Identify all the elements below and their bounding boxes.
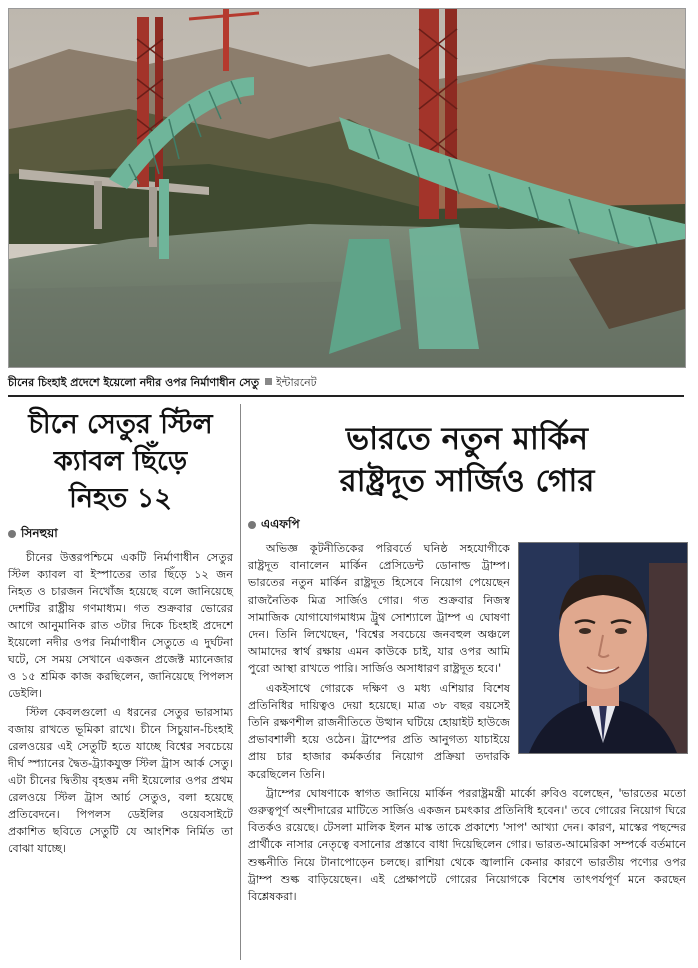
- bridge-photo: [8, 8, 686, 368]
- left-paragraph-2: স্টিল কেবলগুলো এ ধরনের সেতুর ভারসাম্য বজায় রাখতে ভূমিকা রাখে। চীনে সিচুয়ান-চিংহাই রেলওয়ের এই সেতুটি হতে যাচ্ছে বিশ্বের সবচেয়ে দীর্ঘ স্প্যানের দ্বৈত-ট্র্যাকযুক্ত স্টিল ট্রাস আর্ক সেতু। এটা চীনের দ্বিতীয় বৃহত্তম নদী ইয়েলোর ওপর প্রথম রেলওয়ে স্টিল ট্রাস আর্চ সেতুও, বলা হয়েছে প্রতিবেদনে। পিপলস ডেইলির ওয়েবসাইটে প্রকাশিত ছবিতে সেতুটি যে আংশিক নির্মিত তা বোঝা যাচ্ছে।: [8, 706, 233, 855]
- left-headline-line3: নিহত ১২: [69, 483, 172, 514]
- right-source: [248, 516, 686, 536]
- left-headline: [8, 406, 233, 517]
- left-article: [8, 404, 233, 964]
- bullet-icon: [248, 521, 256, 529]
- column-divider: [240, 404, 241, 960]
- right-paragraph-1-text: অভিজ্ঞ কূটনীতিকের পরিবর্তে ঘনিষ্ঠ সহযোগীকে রাষ্ট্রদূত বানালেন মার্কিন প্রেসিডেন্ট ডোনাল্ড ট্রাম্প। ভারতের নতুন মার্কিন রাষ্ট্রদূত হিসেবে নিয়োগ পেয়েছেন রাজনৈতিক মিত্র সার্জিও গোর। গত শুক্রবার নিজস্ব সামাজিক যোগাযোগমাধ্যম ট্রুথ সোশ্যালে ট্রাম্প এ ঘোষণা দেন। তিনি লিখেছেন, 'বিশ্বের সবচেয়ে জনবহুল অঞ্চলে আমাদের স্বার্থ রক্ষায় এমন কাউকে চাই, যার ওপর আমি পুরো আস্থা রাখতে পারি। সার্জিও অসাধারণ রাষ্ট্রদূত হবে।': [248, 542, 510, 676]
- bullet-icon: [8, 530, 16, 538]
- photo-caption: [8, 374, 684, 392]
- right-paragraph-2: একইসাথে গোরকে দক্ষিণ ও মধ্য এশিয়ার বিশেষ প্রতিনিধির দায়িত্বও দেয়া হয়েছে। মাত্র ৩৮ বছর বয়সেই তিনি রক্ষণশীল রাজনীতিতে উত্থান ঘটিয়ে হোয়াইট হাউজে প্রভাবশালী হয়ে ওঠেন। ট্রাম্পের প্রতি আনুগত্য যাচাইয়ে প্রায় চার হাজার কর্মকর্তার নিয়োগ প্রক্রিয়া তদারকি করেছিলেন তিনি।: [248, 681, 510, 781]
- left-headline-line1: চীনে সেতুর স্টিল: [28, 409, 213, 440]
- left-headline-line2: ক্যাবল ছিঁড়ে: [53, 446, 188, 477]
- square-bullet-icon: [265, 378, 272, 385]
- right-headline-line2: রাষ্ট্রদূত সার্জিও গোর: [339, 463, 595, 499]
- divider-rule: [8, 395, 684, 397]
- right-paragraph-3: ট্রাম্পের ঘোষণাকে স্বাগত জানিয়ে মার্কিন পররাষ্ট্রমন্ত্রী মার্কো রুবিও বলেছেন, 'ভারতের মতো গুরুত্বপূর্ণ অংশীদারের মাটিতে সার্জিও একজন চমৎকার প্রতিনিধি হবেন।' তবে গোরের নিয়োগ ঘিরে বিতর্কও রয়েছে। টেসলা মালিক ইলন মাস্ক তাকে প্রকাশ্যে 'সাপ' আখ্যা দেন। কারণ, মাস্কের পছন্দের প্রার্থীকে নাসার নেতৃত্বে বসানোর প্রস্তাবে বাধা দিয়েছিলেন গোর। ভারত-আমেরিকা সম্পর্কে বর্তমানে শুল্কনীতি নিয়ে টানাপোড়েন চলছে। রাশিয়া থেকে জ্বালানি কেনার কারণে ভারতীয় পণ্যের ওপর ট্রাম্প শুল্ক বাড়িয়েছেন। এই প্রেক্ষাপটে গোরের নিয়োগকে বিশেষ তাৎপর্যপূর্ণ মনে করছেন বিশ্লেষকরা।: [248, 786, 686, 904]
- portrait-photo: [518, 542, 688, 754]
- left-body: [8, 549, 233, 857]
- photo-credit: ইন্টারনেট: [276, 376, 317, 389]
- caption-text: চীনের চিংহাই প্রদেশে ইয়েলো নদীর ওপর নির্মাণাধীন সেতু: [8, 376, 260, 389]
- right-headline: [248, 418, 686, 502]
- left-paragraph-1: চীনের উত্তরপশ্চিমে একটি নির্মাণাধীন সেতুর স্টিল ক্যাবল বা ইস্পাতের তার ছিঁড়ে ১২ জন নিহত ও চারজন নিখোঁজ হয়েছে বলে জানিয়েছে দেশটির রাষ্ট্রীয় গণমাধ্যম। গত শুক্রবার ভোরের আগে আনুমানিক রাত ৩টার দিকে চিংহাই প্রদেশে ইয়েলো নদীর ওপর নির্মাণাধীন সেতুতে এ দুর্ঘটনা ঘটে, সে সময় সেখানে একজন প্রজেক্ট ম্যানেজার ও ১৫ শ্রমিক কাজ করছিলেন, জানিয়েছে পিপলস ডেইলি।: [8, 551, 233, 700]
- left-source-label: সিনহুয়া: [21, 526, 58, 540]
- right-paragraph-1: [248, 540, 686, 678]
- right-headline-line1: ভারতে নতুন মার্কিন: [346, 421, 588, 457]
- right-article: [248, 404, 686, 964]
- left-source: [8, 525, 233, 545]
- right-body: [248, 540, 686, 905]
- right-source-label: এএফপি: [261, 517, 300, 531]
